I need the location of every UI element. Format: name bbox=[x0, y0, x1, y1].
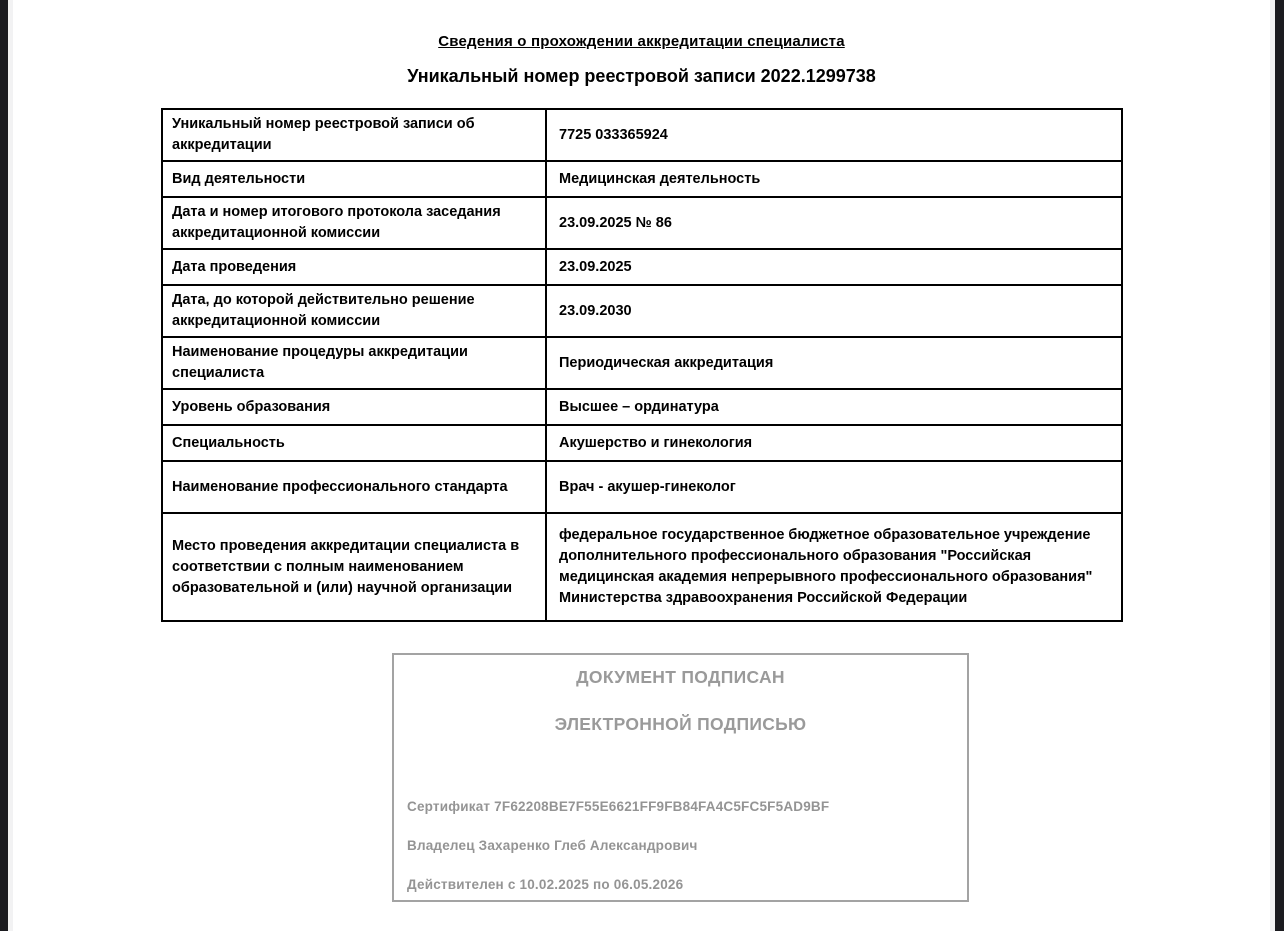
digital-signature-stamp bbox=[392, 653, 969, 902]
signature-title-line1: ДОКУМЕНТ ПОДПИСАН bbox=[576, 667, 785, 687]
table-row bbox=[162, 389, 1122, 425]
viewer-edge-right-bar bbox=[1275, 0, 1284, 931]
table-row bbox=[162, 161, 1122, 197]
row-value: Врач - акушер-гинеколог bbox=[546, 461, 1122, 513]
row-value: Высшее – ординатура bbox=[546, 389, 1122, 425]
row-value: федеральное государственное бюджетное образовательное учреждение дополнительного профессионального образования "Российская медицинская академия непрерывного профессионального образования" Министерства здравоохранения Российской Федерации bbox=[546, 513, 1122, 621]
row-label: Дата проведения bbox=[162, 249, 546, 285]
accreditation-table bbox=[161, 108, 1123, 622]
viewer-edge-left-bar bbox=[0, 0, 8, 931]
table-row bbox=[162, 249, 1122, 285]
row-value: 23.09.2025 bbox=[546, 249, 1122, 285]
table-row bbox=[162, 337, 1122, 389]
page-title: Сведения о прохождении аккредитации специалиста bbox=[438, 33, 845, 50]
table-row bbox=[162, 197, 1122, 249]
signature-title-line2: ЭЛЕКТРОННОЙ ПОДПИСЬЮ bbox=[554, 714, 807, 734]
row-label: Наименование профессионального стандарта bbox=[162, 461, 546, 513]
row-label: Вид деятельности bbox=[162, 161, 546, 197]
row-label: Место проведения аккредитации специалиста в соответствии с полным наименованием образовательной и (или) научной организации bbox=[162, 513, 546, 621]
signature-owner: Владелец Захаренко Глеб Александрович bbox=[407, 838, 698, 853]
row-value: Медицинская деятельность bbox=[546, 161, 1122, 197]
row-value: 7725 033365924 bbox=[546, 109, 1122, 161]
row-value: 23.09.2030 bbox=[546, 285, 1122, 337]
signature-validity: Действителен с 10.02.2025 по 06.05.2026 bbox=[407, 877, 684, 892]
page-subtitle: Уникальный номер реестровой записи 2022.1299738 bbox=[407, 66, 876, 86]
table-row bbox=[162, 109, 1122, 161]
table-row bbox=[162, 513, 1122, 621]
row-value: Периодическая аккредитация bbox=[546, 337, 1122, 389]
row-value: Акушерство и гинекология bbox=[546, 425, 1122, 461]
row-label: Специальность bbox=[162, 425, 546, 461]
row-label: Дата, до которой действительно решение аккредитационной комиссии bbox=[162, 285, 546, 337]
viewer-edge-left-strip bbox=[8, 0, 13, 931]
row-label: Уровень образования bbox=[162, 389, 546, 425]
table-row bbox=[162, 461, 1122, 513]
row-label: Дата и номер итогового протокола заседания аккредитационной комиссии bbox=[162, 197, 546, 249]
table-row bbox=[162, 425, 1122, 461]
row-label: Уникальный номер реестровой записи об аккредитации bbox=[162, 109, 546, 161]
table-row bbox=[162, 285, 1122, 337]
row-value: 23.09.2025 № 86 bbox=[546, 197, 1122, 249]
signature-certificate: Сертификат 7F62208BE7F55E6621FF9FB84FA4C5FC5F5AD9BF bbox=[407, 799, 830, 814]
row-label: Наименование процедуры аккредитации специалиста bbox=[162, 337, 546, 389]
